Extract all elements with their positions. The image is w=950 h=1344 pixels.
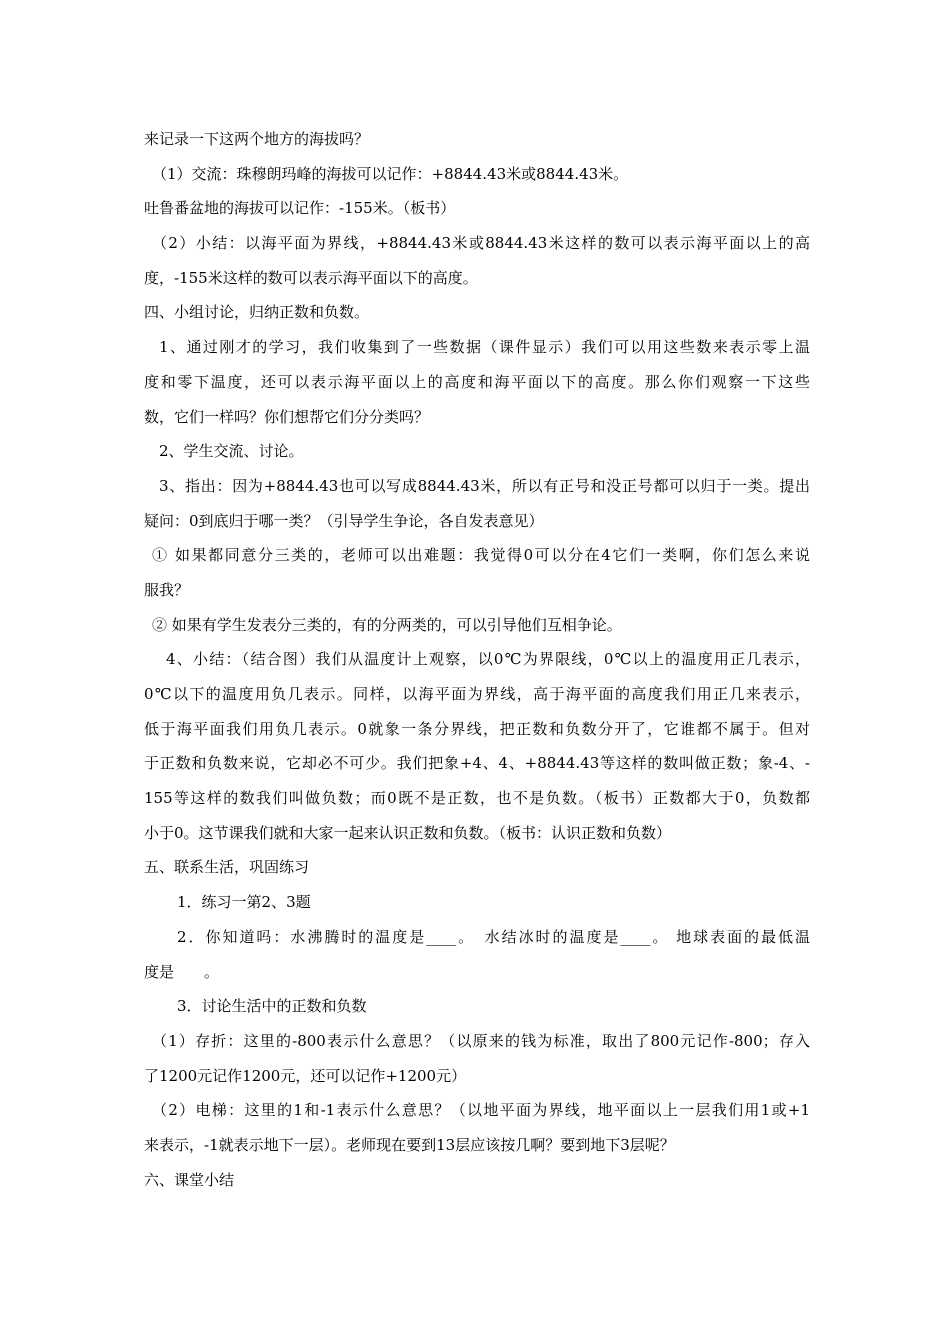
text-line-25: 度是 。 (144, 962, 220, 981)
document-body (144, 122, 810, 1197)
text-line-2: （1）交流：珠穆朗玛峰的海拔可以记作：+8844.43米或8844.43米。 (152, 164, 629, 183)
text-line-28: 了1200元记作1200元，还可以记作+1200元） (144, 1066, 467, 1085)
text-line-7: 1、通过刚才的学习，我们收集到了一些数据（课件显示）我们可以用这些数来表示零上温 (159, 338, 810, 357)
text-line-27: （1）存折：这里的-800表示什么意思？（以原来的钱为标准，取出了800元记作-800；存入 (152, 1031, 810, 1050)
section-heading-6: 六、课堂小结 (144, 1170, 235, 1189)
text-line-1: 来记录一下这两个地方的海拔吗？ (144, 130, 370, 148)
text-line-29: （2）电梯：这里的1和-1表示什么意思？（以地平面为界线，地平面以上一层我们用1或+1 (152, 1101, 810, 1120)
text-line-10: 2、学生交流、讨论。 (159, 442, 304, 461)
text-line-20: 155等这样的数我们叫做负数；而0既不是正数，也不是负数。（板书）正数都大于0，负数都 (144, 789, 810, 808)
text-line-19: 于正数和负数来说，它却必不可少。我们把象+4、4、+8844.43等这样的数叫做正数；象-4、- (144, 754, 810, 773)
text-line-8: 度和零下温度，还可以表示海平面以上的高度和海平面以下的高度。那么你们观察一下这些 (144, 372, 810, 391)
text-line-9: 数，它们一样吗？你们想帮它们分分类吗？ (144, 407, 430, 426)
text-line-30: 来表示，-1就表示地下一层）。老师现在要到13层应该按几啊？要到地下3层呢？ (144, 1135, 675, 1154)
text-line-5: 度，-155米这样的数可以表示海平面以下的高度。 (144, 268, 478, 287)
text-line-16: 4、小结：（结合图）我们从温度计上观察，以0℃为界限线，0℃以上的温度用正几表示， (166, 650, 810, 669)
text-line-14: 服我？ (144, 580, 190, 599)
text-line-21: 小于0。这节课我们就和大家一起来认识正数和负数。（板书：认识正数和负数） (144, 823, 672, 842)
text-line-15: ② 如果有学生发表分三类的，有的分两类的，可以引导他们互相争论。 (152, 615, 622, 634)
text-line-13: ① 如果都同意分三类的，老师可以出难题：我觉得0可以分在4它们一类啊，你们怎么来说 (152, 546, 810, 565)
text-line-12: 疑问：0到底归于哪一类？（引导学生争论，各自发表意见） (144, 511, 544, 530)
text-line-11: 3、指出：因为+8844.43也可以写成8844.43米，所以有正号和没正号都可以归于一类。提出 (159, 476, 810, 495)
text-line-4: （2）小结：以海平面为界线，+8844.43米或8844.43米这样的数可以表示海平面以上的高 (152, 234, 810, 253)
section-heading-5: 五、联系生活，巩固练习 (144, 858, 310, 877)
text-line-23: 1．练习一第2、3题 (177, 893, 311, 912)
text-line-3: 吐鲁番盆地的海拔可以记作：-155米。（板书） (144, 199, 456, 218)
text-line-26: 3．讨论生活中的正数和负数 (177, 997, 367, 1016)
text-line-18: 低于海平面我们用负几表示。0就象一条分界线，把正数和负数分开了，它谁都不属于。但对 (144, 719, 810, 738)
text-line-17: 0℃以下的温度用负几表示。同样，以海平面为界线，高于海平面的高度我们用正几来表示， (144, 685, 810, 703)
text-line-24: 2．你知道吗：水沸腾时的温度是____。 水结冰时的温度是____。 地球表面的最低温 (177, 927, 810, 946)
section-heading-4: 四、小组讨论，归纳正数和负数。 (144, 303, 370, 322)
